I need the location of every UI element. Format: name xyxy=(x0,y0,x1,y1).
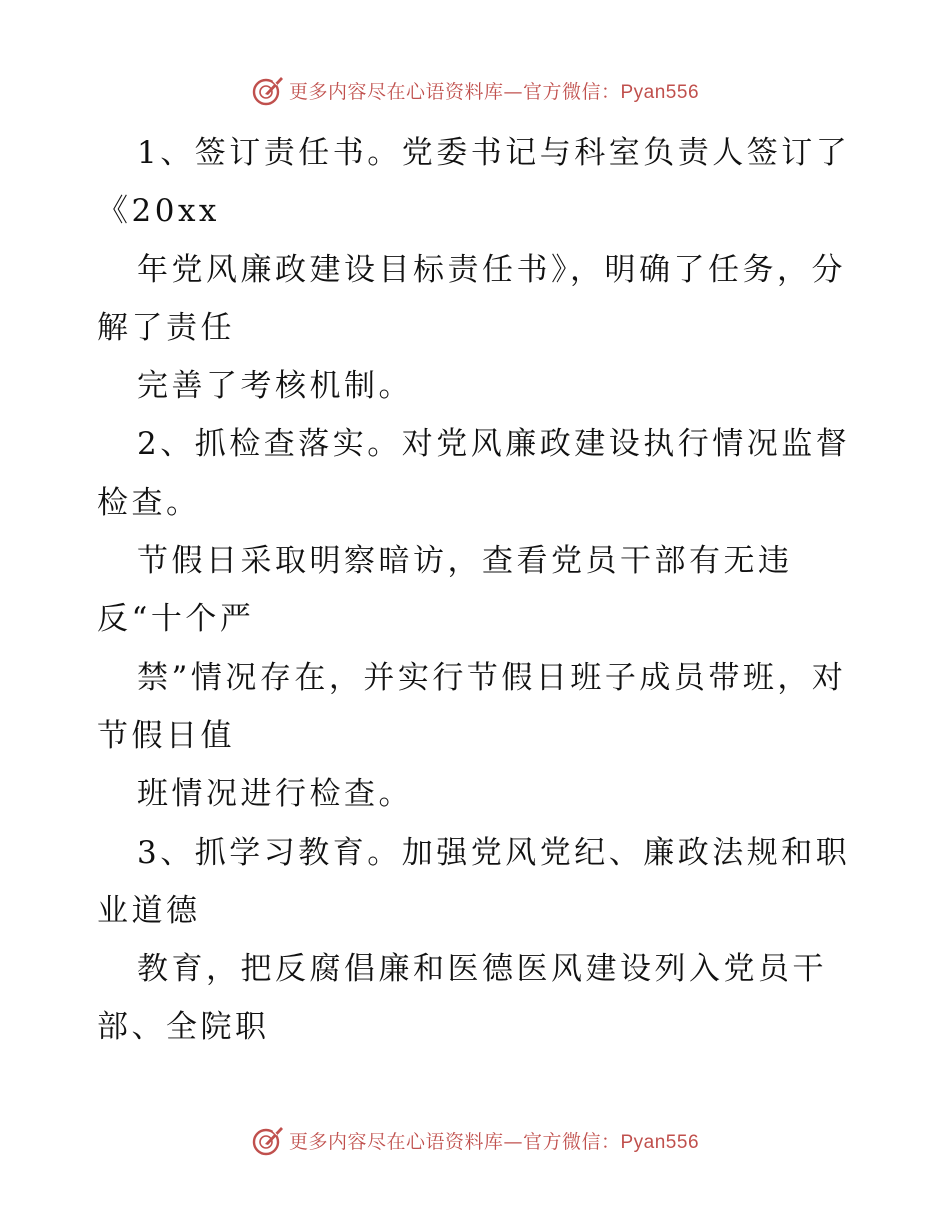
header-wechat-id: Pyan556 xyxy=(620,81,700,103)
text-line: 部、全院职 xyxy=(97,1009,270,1046)
header-banner-text: 更多内容尽在心语资料库—官方微信：Pyan556 xyxy=(288,80,700,103)
footer-banner-text: 更多内容尽在心语资料库—官方微信：Pyan556 xyxy=(288,1130,700,1153)
text-line: 业道德 xyxy=(97,892,201,929)
text-line: 年党风廉政建设目标责任书》，明确了任务，分 xyxy=(137,251,846,288)
text-line: 节假日值 xyxy=(97,717,235,754)
text-line: 禁”情况存在，并实行节假日班子成员带班，对 xyxy=(137,659,847,696)
text-line: 2、抓检查落实。对党风廉政建设执行情况监督 xyxy=(137,426,851,463)
text-line: 3、抓学习教育。加强党风党纪、廉政法规和职 xyxy=(137,834,851,871)
text-line: 反“十个严 xyxy=(97,601,255,638)
footer-wechat-id: Pyan556 xyxy=(620,1131,700,1153)
text-line: 节假日采取明察暗访，查看党员干部有无违 xyxy=(137,543,793,580)
quill-logo-icon xyxy=(251,73,285,107)
footer-banner xyxy=(0,1120,950,1160)
text-line: 完善了考核机制。 xyxy=(137,368,413,405)
text-line: 检查。 xyxy=(97,484,201,521)
text-line: 《20xx xyxy=(97,193,220,230)
text-line: 教育，把反腐倡廉和医德医风建设列入党员干 xyxy=(137,951,827,988)
header-banner xyxy=(0,70,950,110)
quill-logo-icon xyxy=(251,1123,285,1157)
document-body xyxy=(97,124,887,1057)
text-line: 解了责任 xyxy=(97,309,235,346)
text-line: 1、签订责任书。党委书记与科室负责人签订了 xyxy=(137,135,851,171)
text-line: 班情况进行检查。 xyxy=(137,776,413,813)
